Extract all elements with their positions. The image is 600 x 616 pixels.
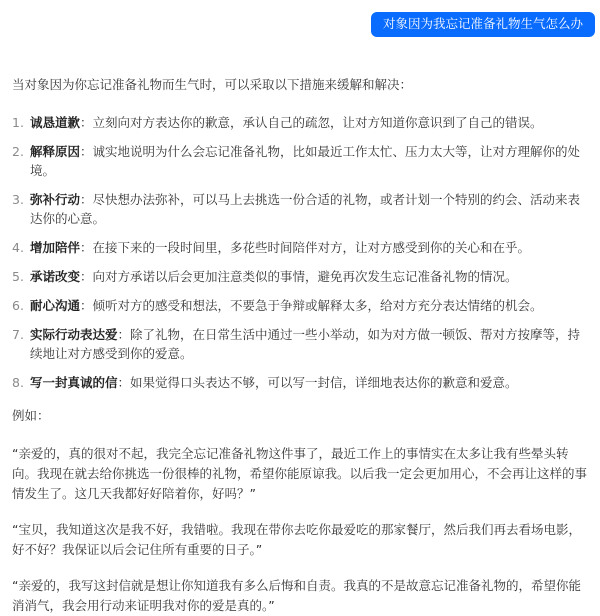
step-separator: ：: [80, 298, 93, 313]
list-item: [12, 267, 592, 286]
list-number: 4.: [12, 240, 24, 255]
list-number: 2.: [12, 144, 24, 159]
list-number: 6.: [12, 298, 24, 313]
step-title: 解释原因: [30, 144, 81, 159]
step-title: 承诺改变: [30, 269, 81, 284]
step-text: 如果觉得口头表达不够，可以写一封信，详细地表达你的歉意和爱意。: [130, 375, 518, 390]
step-separator: ：: [117, 327, 131, 342]
step-separator: ：: [80, 144, 93, 159]
step-title: 写一封真诚的信: [30, 375, 118, 390]
assistant-message: [12, 77, 592, 616]
step-title: 诚恳道歉: [30, 115, 81, 130]
example-quote: “亲爱的，真的很对不起，我完全忘记准备礼物这件事了，最近工作上的事情实在太多让我有些晕头转向。我现在就去给你挑选一份很棒的礼物，希望你能原谅我。以后我一定会更加用心，不会再让这样的事情发生了。这几天我都好好陪着你，好吗？”: [12, 446, 588, 501]
step-title: 实际行动表达爱: [30, 327, 118, 342]
steps-list: [12, 113, 592, 392]
step-text: 倾听对方的感受和想法，不要急于争辩或解释太多，给对方充分表达情绪的机会。: [92, 298, 543, 313]
list-item: [12, 142, 592, 180]
list-number: 1.: [12, 115, 24, 130]
step-text: 立刻向对方表达你的歉意，承认自己的疏忽，让对方知道你意识到了自己的错误。: [92, 115, 543, 130]
list-number: 5.: [12, 269, 24, 284]
assistant-intro: 当对象因为你忘记准备礼物而生气时，可以采取以下措施来缓解和解决：: [12, 77, 413, 92]
example-quote: “亲爱的，我写这封信就是想让你知道我有多么后悔和自责。我真的不是故意忘记准备礼物的，希望你能消消气，我会用行动来证明我对你的爱是真的。”: [12, 578, 581, 613]
list-item: [12, 238, 592, 257]
step-separator: ：: [80, 192, 93, 207]
example-label: 例如：: [12, 408, 50, 423]
step-title: 耐心沟通: [30, 298, 81, 313]
list-number: 3.: [12, 192, 24, 207]
step-separator: ：: [80, 240, 93, 255]
list-number: 7.: [12, 327, 24, 342]
step-separator: ：: [117, 375, 131, 390]
list-number: 8.: [12, 375, 24, 390]
step-text: 除了礼物，在日常生活中通过一些小举动，如为对方做一顿饭、帮对方按摩等，持续地让对方感受到你的爱意。: [30, 327, 581, 361]
step-title: 弥补行动: [30, 192, 81, 207]
user-message-bubble: 对象因为我忘记准备礼物生气怎么办: [371, 12, 595, 37]
step-text: 向对方承诺以后会更加注意类似的事情，避免再次发生忘记准备礼物的情况。: [92, 269, 518, 284]
step-separator: ：: [80, 115, 93, 130]
step-text: 诚实地说明为什么会忘记准备礼物，比如最近工作太忙、压力太大等，让对方理解你的处境。: [30, 144, 581, 178]
example-quote: “宝贝，我知道这次是我不好，我错啦。我现在带你去吃你最爱吃的那家餐厅，然后我们再去看场电影，好不好？我保证以后会记住所有重要的日子。”: [12, 522, 581, 557]
list-item: [12, 190, 592, 228]
list-item: [12, 113, 592, 132]
list-item: [12, 325, 592, 363]
step-text: 在接下来的一段时间里，多花些时间陪伴对方，让对方感受到你的关心和在乎。: [92, 240, 531, 255]
step-separator: ：: [80, 269, 93, 284]
step-title: 增加陪伴: [30, 240, 81, 255]
list-item: [12, 296, 592, 315]
list-item: [12, 373, 592, 392]
step-text: 尽快想办法弥补，可以马上去挑选一份合适的礼物，或者计划一个特别的约会、活动来表达你的心意。: [30, 192, 581, 226]
user-message-row: [371, 12, 595, 37]
